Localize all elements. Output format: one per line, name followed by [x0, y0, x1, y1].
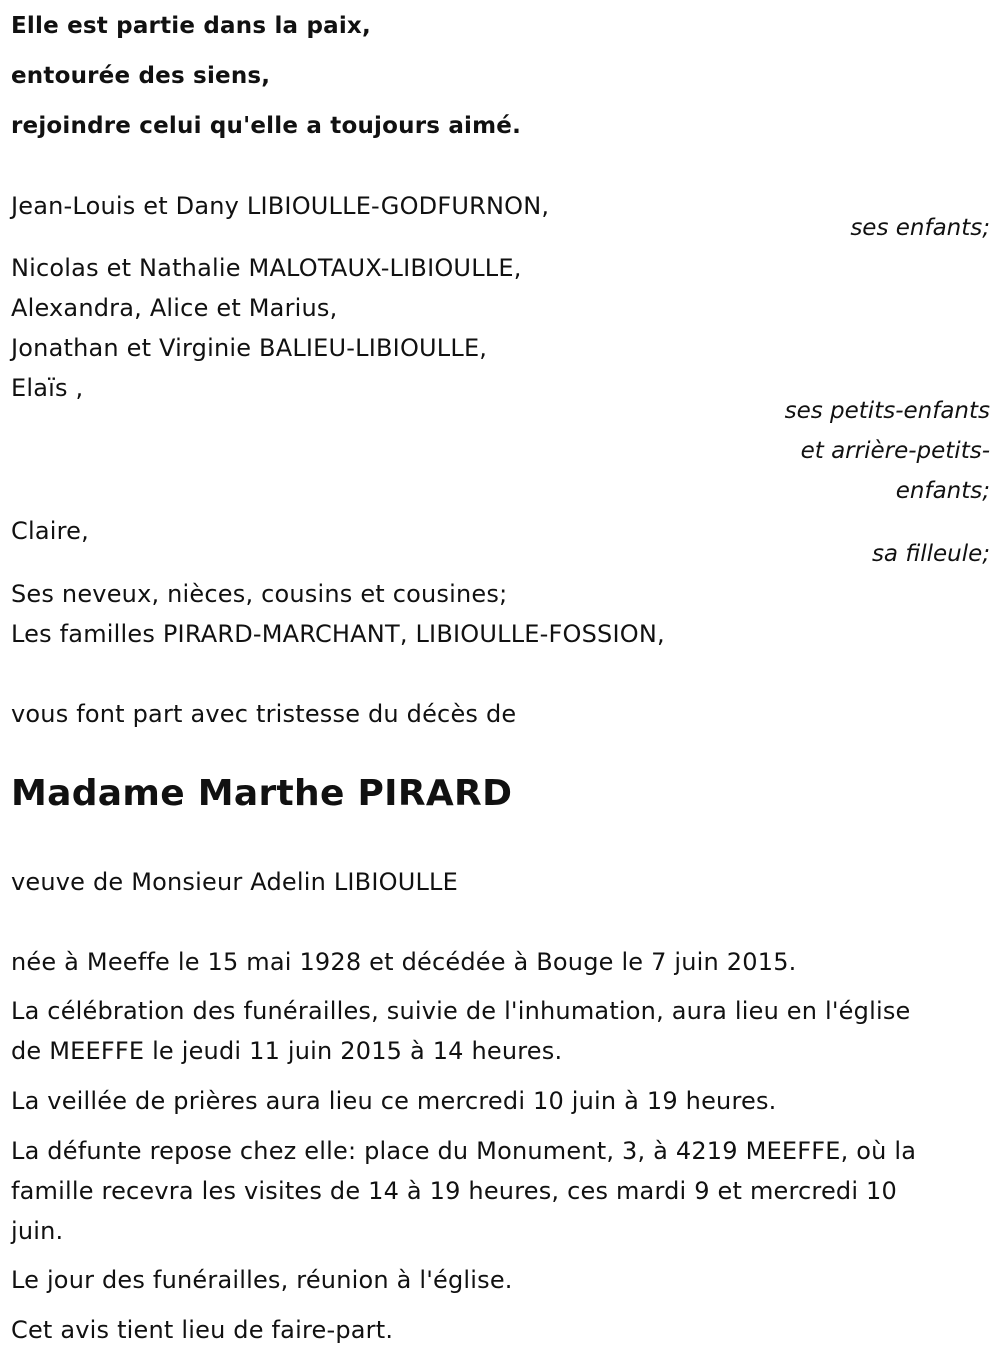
grandchildren-line-3: Jonathan et Virginie BALIEU-LIBIOULLE, [11, 334, 488, 362]
grandchildren-role-line-1: ses petits-enfants [784, 398, 990, 424]
notice-text: Cet avis tient lieu de faire-part. [11, 1316, 394, 1344]
children-role: ses enfants; [850, 215, 990, 241]
announcement-text: vous font part avec tristesse du décès de [11, 700, 517, 728]
rest-line-1: La défunte repose chez elle: place du Monument, 3, à 4219 MEEFFE, où la [11, 1137, 917, 1165]
rest-line-2: famille recevra les visites de 14 à 19 heures, ces mardi 9 et mercredi 10 [11, 1177, 897, 1205]
widow-of-text: veuve de Monsieur Adelin LIBIOULLE [11, 868, 458, 896]
grandchildren-role-line-2: et arrière-petits- [800, 438, 990, 464]
grandchildren-line-2: Alexandra, Alice et Marius, [11, 294, 338, 322]
goddaughter-role: sa filleule; [871, 541, 990, 567]
deceased-name: Madame Marthe PIRARD [11, 773, 513, 814]
vigil-text: La veillée de prières aura lieu ce mercredi 10 juin à 19 heures. [11, 1087, 777, 1115]
grandchildren-role-line-3: enfants; [895, 478, 990, 504]
families-line: Les familles PIRARD-MARCHANT, LIBIOULLE-FOSSION, [11, 620, 665, 648]
opening-line-3: rejoindre celui qu'elle a toujours aimé. [11, 113, 522, 139]
funeral-line-2: de MEEFFE le jeudi 11 juin 2015 à 14 heures. [11, 1037, 563, 1065]
rest-line-3: juin. [11, 1217, 64, 1245]
birth-death-text: née à Meeffe le 15 mai 1928 et décédée à Bouge le 7 juin 2015. [11, 948, 797, 976]
meeting-text: Le jour des funérailles, réunion à l'église. [11, 1266, 513, 1294]
opening-line-2: entourée des siens, [11, 63, 271, 89]
goddaughter-name: Claire, [11, 517, 89, 545]
children-names: Jean-Louis et Dany LIBIOULLE-GODFURNON, [11, 192, 550, 220]
funeral-line-1: La célébration des funérailles, suivie de l'inhumation, aura lieu en l'église [11, 997, 911, 1025]
grandchildren-line-4: Elaïs , [11, 374, 84, 402]
opening-line-1: Elle est partie dans la paix, [11, 13, 371, 39]
grandchildren-line-1: Nicolas et Nathalie MALOTAUX-LIBIOULLE, [11, 254, 522, 282]
relatives-line: Ses neveux, nièces, cousins et cousines; [11, 580, 508, 608]
